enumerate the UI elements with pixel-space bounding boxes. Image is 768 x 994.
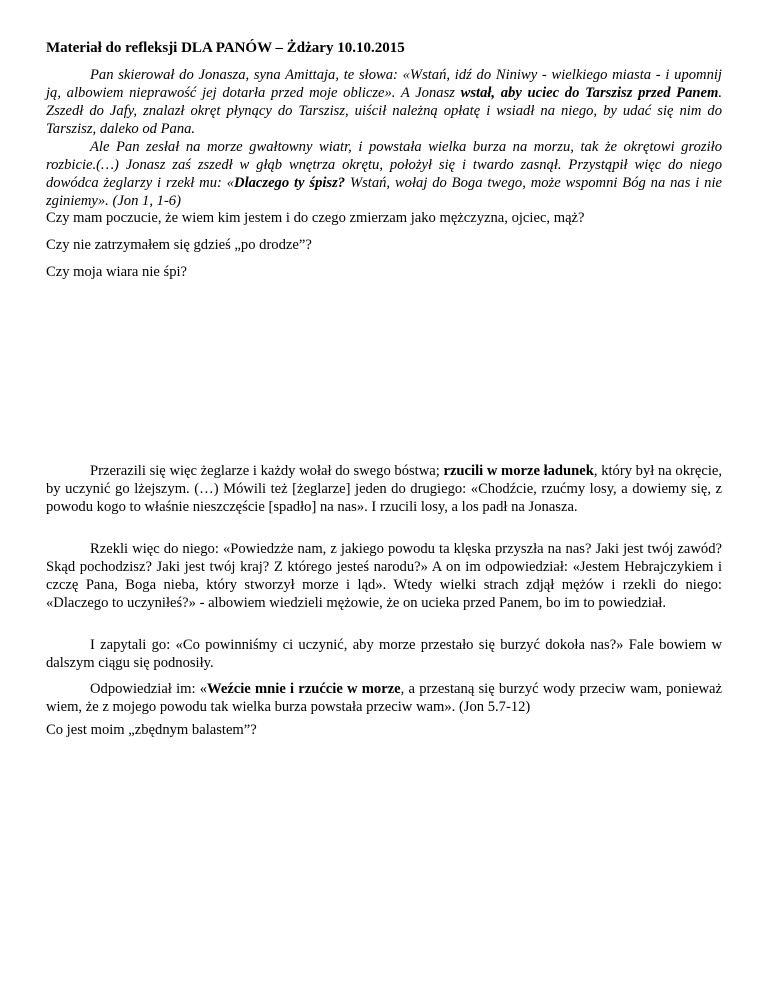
reflection-question: Co jest moim „zbędnym balastem”?	[46, 722, 257, 738]
text: Pan skierował do Jonasza, syna Amittaja, te słowa: «Wstań, idź do Niniwy - wielkiego miasta - i upomnij ją, albowiem nieprawość jej dotarła przed moje oblicze». A Jonasz	[46, 67, 722, 101]
text: Ale Pan zesłał na morze gwałtowny wiatr, i powstała wielka burza na morzu, tak że okrętowi groziło rozbicie.(…) Jonasz zaś zszedł w głąb wnętrza okrętu, położył się i twardo zasnął. Przystąpił więc do niego dowódca żeglarzy i rzekł mu: «	[46, 139, 722, 191]
text: , który był na okręcie, by uczynić go lżejszym. (…) Mówili też [żeglarze] jeden do drugiego: «Chodźcie, rzućmy losy, a dowiemy się, z powodu kogo to właśnie nieszczęście [spadło] na nas». I rzucili losy, a los padł na Jonasza.	[46, 463, 722, 515]
passage-sailors-lots	[46, 462, 722, 516]
paragraph: I zapytali go: «Co powinniśmy ci uczynić, aby morze przestało się burzyć dokoła nas?» Fale bowiem w dalszym ciągu się podnosiły.	[46, 637, 722, 671]
text: . Zszedł do Jafy, znalazł okręt płynący do Tarszisz, uiścił należną opłatę i wsiadł na niego, by udać się nim do Tarszisz, daleko od Pana.	[46, 85, 722, 137]
reflection-question: Czy nie zatrzymałem się gdzieś „po drodze”?	[46, 237, 312, 253]
text: Wstań, wołaj do Boga twego, może wspomni Bóg na nas i nie zginiemy». (Jon 1, 1-6)	[46, 175, 722, 209]
passage-jonah-storm	[46, 138, 722, 210]
reflection-question: Czy moja wiara nie śpi?	[46, 264, 188, 280]
emphasis: Weźcie mnie i rzućcie w morze	[207, 681, 401, 697]
passage-sailors-question	[46, 540, 722, 612]
passage-what-to-do	[46, 636, 722, 672]
passage-jonah-flight	[46, 66, 722, 138]
paragraph	[46, 138, 722, 210]
text: Przerazili się więc żeglarze i każdy wołał do swego bóstwa;	[90, 463, 444, 479]
paragraph: Rzekli więc do niego: «Powiedzże nam, z jakiego powodu ta klęska przyszła na nas? Jaki jest twój zawód? Skąd pochodzisz? Jaki jest twój kraj? Z którego jesteś narodu?» A on im odpowiedział: «Jestem Hebrajczykiem i czczę Pana, Boga nieba, który stworzył morze i ląd». Wtedy wielki strach zdjął mężów i rzekli do niego: «Dlaczego to uczyniłeś?» - albowiem wiedzieli mężowie, że on ucieka przed Panem, bo im to powiedział.	[46, 541, 722, 611]
paragraph	[46, 462, 722, 516]
paragraph	[46, 66, 722, 138]
emphasis: rzucili w morze ładunek	[443, 463, 594, 479]
emphasis: wstał, aby uciec do Tarszisz przed Panem	[460, 85, 719, 101]
emphasis: Dlaczego ty śpisz?	[234, 175, 346, 191]
paragraph	[46, 680, 722, 716]
reflection-question: Czy mam poczucie, że wiem kim jestem i do czego zmierzam jako mężczyzna, ojciec, mąż?	[46, 210, 585, 226]
page-title: Materiał do refleksji DLA PANÓW – Żdżary 10.10.2015	[46, 40, 405, 56]
text: Odpowiedział im: «	[90, 681, 208, 697]
passage-throw-me	[46, 680, 722, 716]
text: , a przestaną się burzyć wody przeciw wam, ponieważ wiem, że z mojego powodu tak wielka burza powstała przeciw wam». (Jon 5.7-12)	[46, 681, 722, 715]
